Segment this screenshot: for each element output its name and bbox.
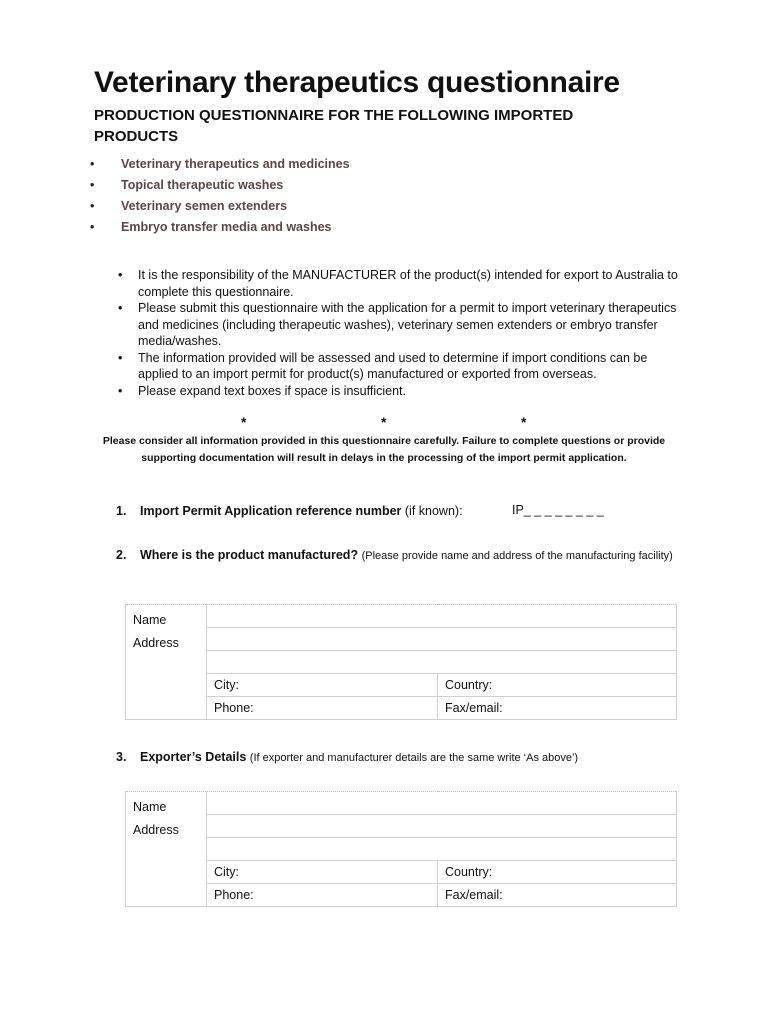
question-1 [116,503,463,519]
warning-notice: Please consider all information provided in this questionnaire carefully. Failure to complete questions or provide supporting documentation will result in delays in the processing of the import permit application. [102,435,666,464]
address-field-line-2[interactable] [207,838,677,861]
question-hint: (If exporter and manufacturer details are the same write ‘As above’) [249,752,579,764]
list-item: • Please expand text boxes if space is insufficient. [118,383,406,398]
fax-email-field[interactable] [438,884,677,907]
fax-email-field[interactable] [438,697,677,720]
name-field[interactable] [207,792,677,815]
question-hint: (Please provide name and address of the manufacturing facility) [361,550,673,562]
address-field-line-1[interactable] [207,628,677,651]
form-labels [126,605,207,720]
bullet-icon: • [90,220,95,234]
list-item: • Veterinary therapeutics and medicines [90,157,350,171]
list-item: • The information provided will be assessed and used to determine if import conditions can be applied to an import permit for product(s) manufactured or exported from overseas. [118,350,648,381]
fax-email-label: Fax/email: [445,701,503,715]
name-field[interactable] [207,605,677,628]
list-item: • It is the responsibility of the MANUFACTURER of the product(s) intended for export to Australia to complete this questionnaire. [118,268,678,299]
name-label: Name [133,613,167,627]
bullet-icon: • [90,157,95,171]
phone-field[interactable] [207,884,438,907]
separator-star: * [241,414,247,430]
question-2 [116,547,676,564]
city-label: City: [214,865,239,879]
question-label: Exporter’s Details [140,750,247,764]
city-field[interactable] [207,861,438,884]
document-subtitle: PRODUCTION QUESTIONNAIRE FOR THE FOLLOWING IMPORTED PRODUCTS [94,107,574,145]
country-field[interactable] [438,674,677,697]
question-label: Import Permit Application reference number [140,504,402,518]
phone-field[interactable] [207,697,438,720]
ip-reference-field[interactable]: IP_ _ _ _ _ _ _ _ [512,503,604,517]
list-item: • Embryo transfer media and washes [90,220,332,234]
address-label: Address [133,636,179,650]
phone-label: Phone: [214,701,254,715]
manufacturer-form [125,604,677,720]
city-field[interactable] [207,674,438,697]
bullet-icon: • [118,268,123,282]
question-hint: (if known): [404,504,463,518]
country-label: Country: [445,865,493,879]
bullet-icon: • [90,178,95,192]
question-number: 1. [116,504,127,518]
fax-email-label: Fax/email: [445,888,503,902]
name-label: Name [133,800,167,814]
separator-star: * [521,414,527,430]
product-list [90,157,350,241]
city-label: City: [214,678,239,692]
bullet-icon: • [118,383,123,398]
separator-star: * [381,414,387,430]
form-labels [126,792,207,907]
question-number: 2. [116,548,127,562]
address-field-line-1[interactable] [207,815,677,838]
question-number: 3. [116,750,127,764]
bullet-icon: • [118,301,123,315]
question-3 [116,749,676,766]
list-item: • Please submit this questionnaire with the application for a permit to import veterinary therapeutics and medicines (including therapeutic washes), veterinary semen extenders or embryo transfer media/washes. [118,301,677,348]
list-item: • Veterinary semen extenders [90,199,288,213]
address-field-line-2[interactable] [207,651,677,674]
address-label: Address [133,823,179,837]
list-item: • Topical therapeutic washes [90,178,284,192]
exporter-form [125,791,677,907]
phone-label: Phone: [214,888,254,902]
bullet-icon: • [118,350,123,365]
country-field[interactable] [438,861,677,884]
question-label: Where is the product manufactured? [140,548,359,562]
instructions-list [118,267,688,399]
bullet-icon: • [90,199,95,213]
country-label: Country: [445,678,493,692]
document-title: Veterinary therapeutics questionnaire [94,66,620,99]
